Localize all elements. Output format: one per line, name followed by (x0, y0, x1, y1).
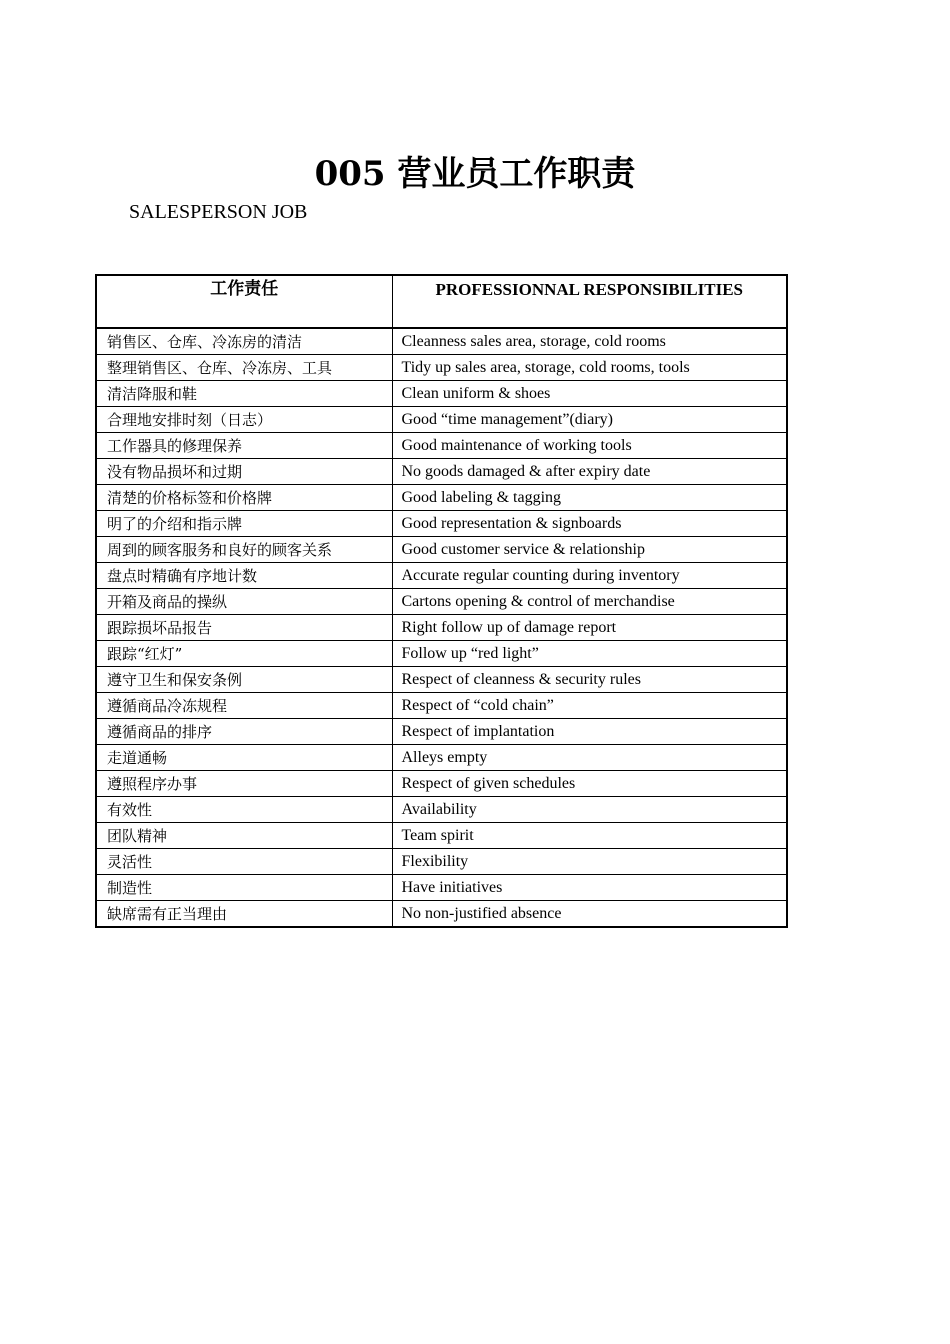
responsibility-english: Have initiatives (392, 875, 787, 901)
responsibility-chinese: 制造性 (96, 875, 392, 901)
responsibility-english: Alleys empty (392, 745, 787, 771)
table-row (96, 485, 787, 511)
responsibility-chinese: 工作器具的修理保养 (96, 433, 392, 459)
column-header-chinese: 工作责任 (96, 275, 392, 328)
responsibility-chinese: 没有物品损坏和过期 (96, 459, 392, 485)
table-row (96, 875, 787, 901)
responsibility-english: Good “time management”(diary) (392, 407, 787, 433)
responsibility-chinese: 盘点时精确有序地计数 (96, 563, 392, 589)
responsibility-chinese: 遵照程序办事 (96, 771, 392, 797)
table-row (96, 901, 787, 928)
responsibility-english: Good representation & signboards (392, 511, 787, 537)
table-row (96, 667, 787, 693)
table-row (96, 719, 787, 745)
responsibility-chinese: 明了的介绍和指示牌 (96, 511, 392, 537)
table-row (96, 589, 787, 615)
responsibility-english: Team spirit (392, 823, 787, 849)
responsibility-english: Clean uniform & shoes (392, 381, 787, 407)
responsibility-chinese: 遵循商品冷冻规程 (96, 693, 392, 719)
responsibility-english: Good labeling & tagging (392, 485, 787, 511)
responsibility-chinese: 走道通畅 (96, 745, 392, 771)
table-row (96, 563, 787, 589)
responsibility-chinese: 跟踪“红灯” (96, 641, 392, 667)
responsibility-chinese: 遵守卫生和保安条例 (96, 667, 392, 693)
responsibility-chinese: 团队精神 (96, 823, 392, 849)
table-row (96, 797, 787, 823)
table-row (96, 537, 787, 563)
responsibility-english: Right follow up of damage report (392, 615, 787, 641)
table-row (96, 328, 787, 355)
responsibility-chinese: 遵循商品的排序 (96, 719, 392, 745)
table-row (96, 823, 787, 849)
responsibility-english: Respect of “cold chain” (392, 693, 787, 719)
table-row (96, 355, 787, 381)
responsibility-chinese: 跟踪损坏品报告 (96, 615, 392, 641)
responsibility-chinese: 缺席需有正当理由 (96, 901, 392, 928)
table-header-row (96, 275, 787, 328)
table-row (96, 849, 787, 875)
responsibility-english: Cartons opening & control of merchandise (392, 589, 787, 615)
table-row (96, 641, 787, 667)
responsibility-english: Flexibility (392, 849, 787, 875)
page-title: 005 营业员工作职责 (314, 154, 636, 194)
responsibility-english: Respect of implantation (392, 719, 787, 745)
responsibility-chinese: 开箱及商品的操纵 (96, 589, 392, 615)
responsibility-english: Follow up “red light” (392, 641, 787, 667)
responsibility-english: Respect of cleanness & security rules (392, 667, 787, 693)
page-subtitle: SALESPERSON JOB (129, 201, 308, 223)
table-row (96, 511, 787, 537)
column-header-english: PROFESSIONNAL RESPONSIBILITIES (392, 275, 787, 328)
responsibility-english: No non-justified absence (392, 901, 787, 928)
responsibilities-table (95, 274, 788, 928)
responsibility-english: Respect of given schedules (392, 771, 787, 797)
responsibility-english: Availability (392, 797, 787, 823)
table-row (96, 459, 787, 485)
responsibility-english: Tidy up sales area, storage, cold rooms, tools (392, 355, 787, 381)
responsibility-chinese: 合理地安排时刻（日志） (96, 407, 392, 433)
responsibility-english: Good customer service & relationship (392, 537, 787, 563)
responsibility-chinese: 销售区、仓库、冷冻房的清洁 (96, 328, 392, 355)
table-row (96, 433, 787, 459)
responsibility-chinese: 周到的顾客服务和良好的顾客关系 (96, 537, 392, 563)
table-row (96, 771, 787, 797)
responsibility-english: No goods damaged & after expiry date (392, 459, 787, 485)
responsibility-chinese: 清洁降服和鞋 (96, 381, 392, 407)
responsibility-chinese: 有效性 (96, 797, 392, 823)
table-row (96, 407, 787, 433)
responsibility-chinese: 灵活性 (96, 849, 392, 875)
responsibility-english: Good maintenance of working tools (392, 433, 787, 459)
table-row (96, 745, 787, 771)
responsibility-chinese: 整理销售区、仓库、冷冻房、工具 (96, 355, 392, 381)
responsibility-english: Cleanness sales area, storage, cold rooms (392, 328, 787, 355)
table-row (96, 381, 787, 407)
table-row (96, 693, 787, 719)
responsibility-english: Accurate regular counting during inventory (392, 563, 787, 589)
table-body (96, 328, 787, 927)
responsibility-chinese: 清楚的价格标签和价格牌 (96, 485, 392, 511)
table-row (96, 615, 787, 641)
